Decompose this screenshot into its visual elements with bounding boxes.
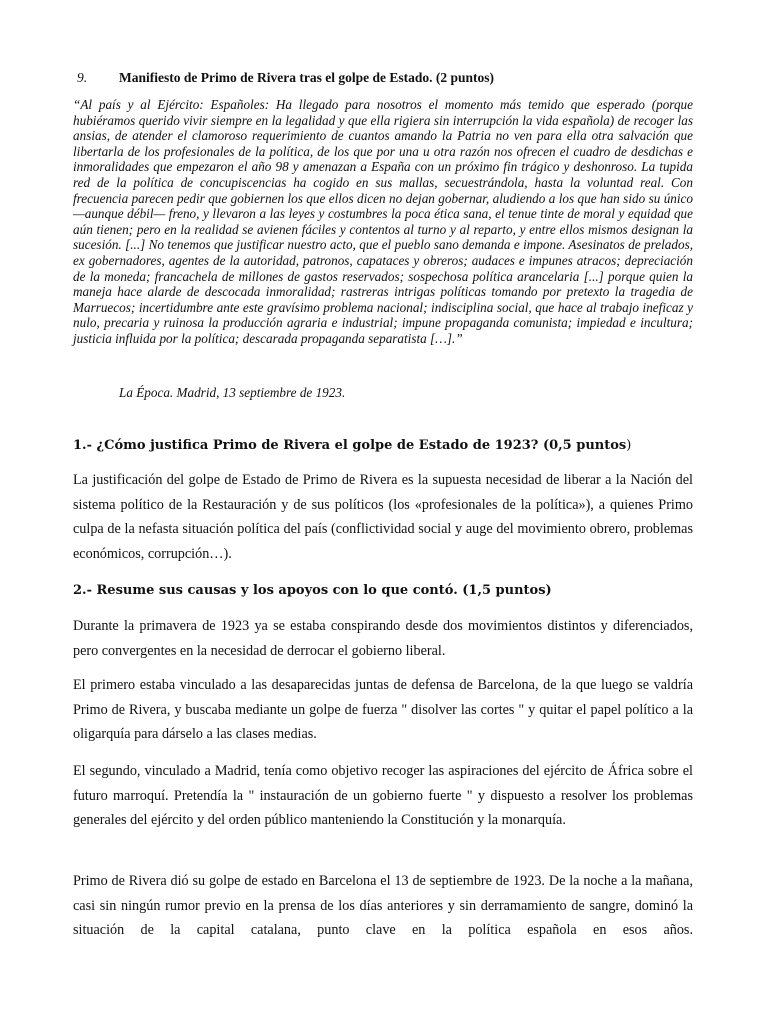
manifesto-quote: “Al país y al Ejército: Españoles: Ha llegado para nosotros el momento más temido que esperado (porque hubiéramos querido vivir siempre en la legalidad y que ella rigiera sin interrupción la vida española) de recoger las ansias, de atender el clamoroso requerimiento de cuantos amando la Patria no ven para ella otra salvación que libertarla de los profesionales de la política, de los que por una u otra razón nos ofrecen el cuadro de desdichas e inmoralidades que empezaron el año 98 y amenazan a España con un próximo fin trágico y deshonroso. La tupida red de la política de concupiscencias ha cogido en sus mallas, secuestrándola, hasta la voluntad real. Con frecuencia parecen pedir que gobiernen los que ellos dicen no dejan gobernar, aludiendo a los que han sido su único —aunque débil— freno, y llevaron a las leyes y costumbres la poca ética sana, el tenue tinte de moral y equidad que aún tienen; pero en la realidad se avienen fáciles y contentos al turno y al reparto, y entre ellos mismos designan la sucesión. [...] No tenemos que justificar nuestro acto, que el pueblo sano demanda e impone. Asesinatos de prelados, ex gobernadores, agentes de la autoridad, patronos, capataces y obreros; audaces e impunes atracos; depreciación de la moneda; francachela de millones de gastos reservados; sospechosa política arancelaria [...] porque quien la maneja hace alarde de descocada inmoralidad; rastreras intrigas políticas tomando por pretexto la tragedia de Marruecos; incertidumbre ante este gravísimo problema nacional; indisciplina social, que hace al trabajo ineficaz y nulo, precaria y ruinosa la producción agraria e industrial; impune propaganda comunista; impiedad e incultura; justicia influida por la política; descarada propaganda separatista […].” [73,97,693,346]
section-2-paragraph-1: Durante la primavera de 1923 ya se estaba conspirando desde dos movimientos distintos y diferenciados, pero convergentes en la necesidad de derrocar el gobierno liberal. [73,618,693,659]
section-2-heading [73,582,552,599]
question-heading [77,69,697,87]
section-2-paragraph-3: El segundo, vinculado a Madrid, tenía como objetivo recoger las aspiraciones del ejército de África sobre el futuro marroquí. Pretendía la " instauración de un gobierno fuerte " y dispuesto a resolver los problemas generales del ejército y del orden público manteniendo la Constitución y la monarquía. [73,763,693,829]
section-1-heading-tail: ) [626,438,632,453]
question-number: 9. [77,70,88,85]
section-2-paragraph-2: El primero estaba vinculado a las desaparecidas juntas de defensa de Barcelona, de la que luego se valdría Primo de Rivera, y buscaba mediante un golpe de fuerza " disolver las cortes " y quitar el papel político a la oligarquía para dárselo a las clases medias. [73,677,693,743]
section-2-paragraph-4: Primo de Rivera dió su golpe de estado en Barcelona el 13 de septiembre de 1923. De la noche a la mañana, casi sin ningún rumor previo en la prensa de los días anteriores y sin derramamiento de sangre, dominó la situación de la capital catalana, punto clave en la política española en esos años. [73,873,693,939]
quote-source: La Época. Madrid, 13 septiembre de 1923. [119,385,346,400]
section-1-heading-text: 1.- ¿Cómo justifica Primo de Rivera el golpe de Estado de 1923? (0,5 puntos [73,438,627,453]
section-1-paragraph: La justificación del golpe de Estado de Primo de Rivera es la supuesta necesidad de liberar a la Nación del sistema político de la Restauración y de sus políticos (los «profesionales de la política»), a quienes Primo culpa de la nefasta situación política del país (conflictividad social y auge del movimiento obrero, problemas económicos, corrupción…). [73,472,693,562]
question-title: Manifiesto de Primo de Rivera tras el golpe de Estado. (2 puntos) [119,70,494,85]
section-1-heading [73,437,631,454]
section-2-heading-text: 2.- Resume sus causas y los apoyos con lo que contó. (1,5 puntos) [73,583,552,598]
